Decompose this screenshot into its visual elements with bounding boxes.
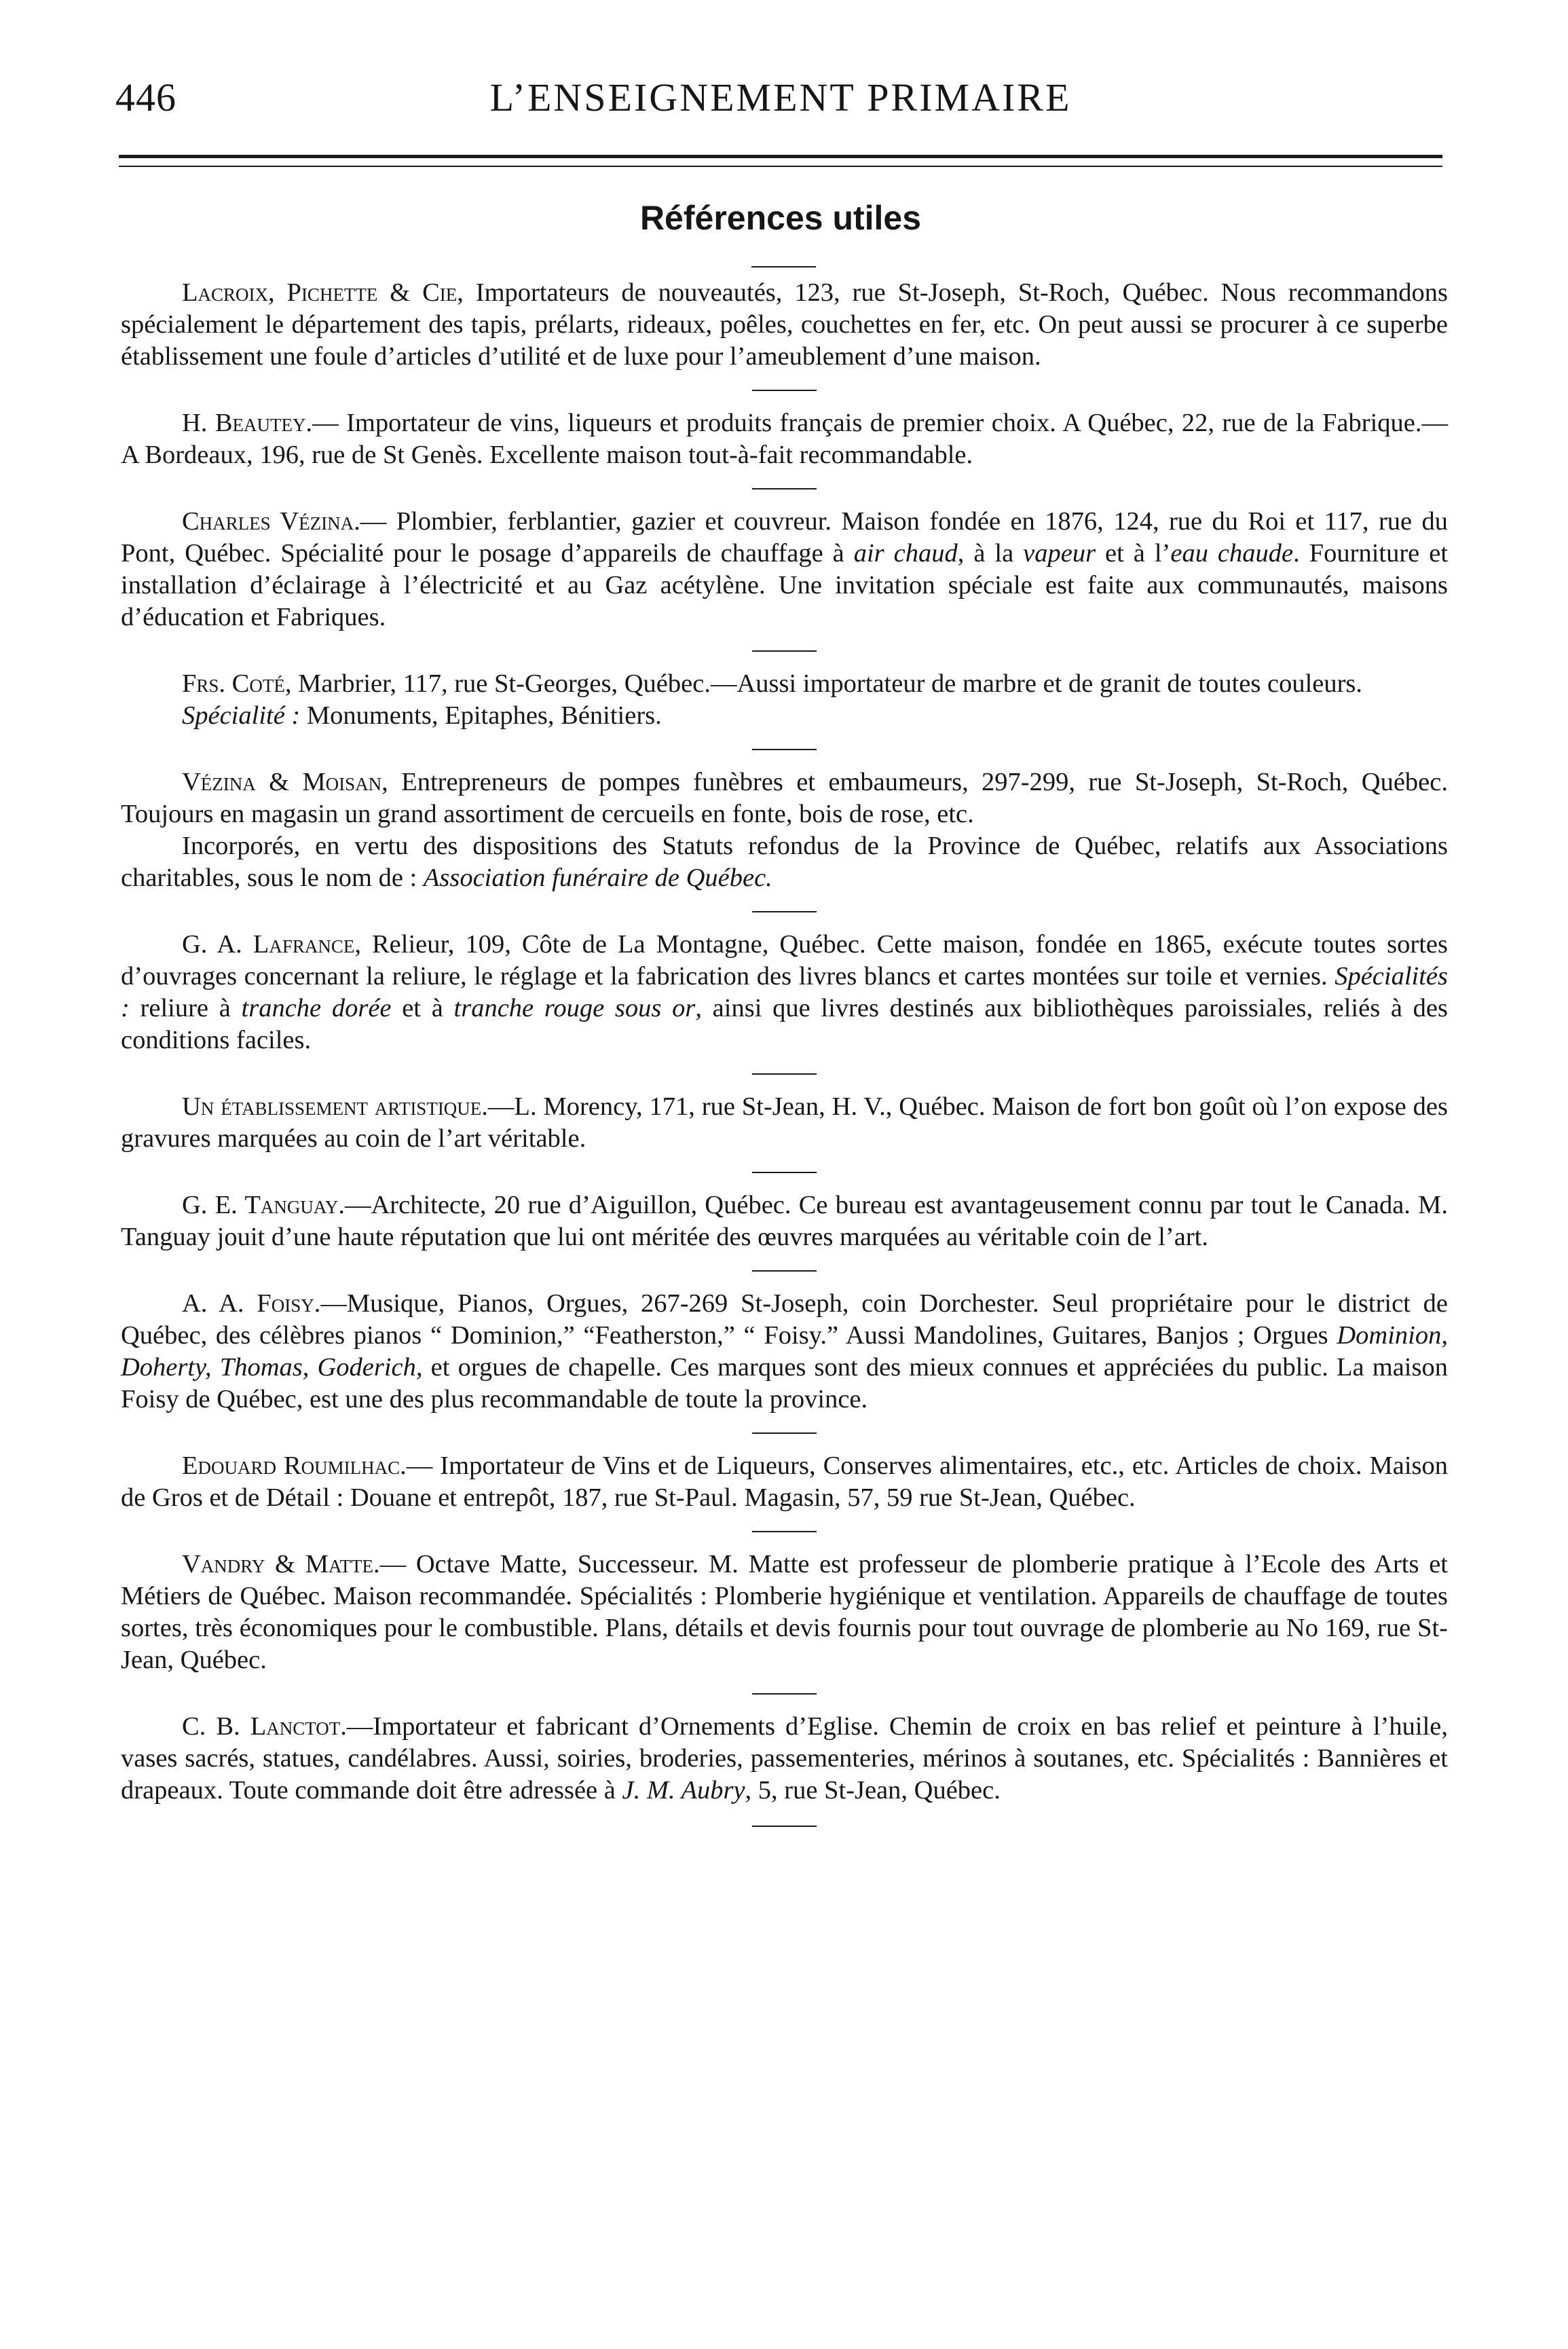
entry-text: —Importateur et fabricant d’Ornements d’Eglise. Chemin de croix en bas relief et peinture à l’huile, vases sacrés, statues, candélabres. Aussi, soiries, broderies, passementeries, mérinos à soutanes, etc. Spécialités : Bannières et drapeaux. Toute commande doit être adressée à: [121, 1712, 1448, 1805]
entry-text: , 5, rue St-Jean, Québec.: [745, 1776, 1001, 1805]
entry-divider: [752, 1172, 817, 1173]
running-title: L’ENSEIGNEMENT PRIMAIRE: [489, 75, 1072, 119]
specialty-label: Spécialités :: [121, 962, 1448, 1022]
entry-text: Incorporés, en vertu des dispositions des Statuts refondus de la Province de Québec, relatifs aux Associations charitables, sous le nom de :: [121, 832, 1448, 892]
header-rule-thin: [119, 166, 1442, 167]
running-header: [115, 75, 1446, 143]
entry-name: H. Beautey.: [182, 409, 313, 437]
entry-italic-text: air chaud: [853, 539, 958, 568]
entry-italic-text: Dominion, Doherty, Thomas, Goderich,: [121, 1321, 1448, 1382]
entry-text: , ainsi que livres destinés aux bibliothèques paroissiales, reliés à des conditions faciles.: [121, 994, 1449, 1054]
entry-text: — Importateur de vins, liqueurs et produits français de premier choix. A Québec, 22, rue de la Fabrique.— A Bordeaux, 196, rue de St Genès. Excellente maison tout-à-fait recommandable.: [121, 409, 1448, 469]
entry-divider: [752, 390, 817, 391]
header-rule-thick: [119, 155, 1442, 158]
entry-text: —Architecte, 20 rue d’Aiguillon, Québec. Ce bureau est avantageusement connu par tout le Canada. M. Tanguay jouit d’une haute réputation que lui ont méritée des œuvres marquées au véritable coin de l’art.: [121, 1191, 1449, 1251]
entry-text: reliure à: [129, 994, 242, 1022]
entry-lacroix-pichette: [121, 277, 1448, 373]
entry-text: —Musique, Pianos, Orgues, 267-269 St-Joseph, coin Dorchester. Seul propriétaire pour le district de Québec, des célèbres pianos “ Dominion,” “Featherston,” “ Foisy.” Aussi Mandolines, Guitares, Banjos ; Orgues: [121, 1289, 1448, 1350]
entry-italic-text: tranche dorée: [241, 994, 392, 1022]
entry-divider: [752, 650, 817, 652]
entry-name: Lacroix, Pichette & Cie,: [182, 278, 464, 307]
entry-divider: [752, 911, 817, 912]
entry-text: et à l’: [1096, 539, 1171, 568]
entry-tanguay: [121, 1189, 1448, 1253]
entry-italic-text: eau chaude: [1170, 539, 1294, 568]
entry-etablissement-artistique: [121, 1091, 1448, 1155]
entry-text: et à: [391, 994, 454, 1022]
entry-text: —L. Morency, 171, rue St-Jean, H. V., Québec. Maison de fort bon goût où l’on expose des gravures marquées au coin de l’art véritable.: [121, 1092, 1448, 1153]
entry-divider: [752, 749, 817, 750]
entry-text: Entrepreneurs de pompes funèbres et embaumeurs, 297-299, rue St-Joseph, St-Roch, Québec. Toujours en magasin un grand assortiment de cercueils en fonte, bois de rose, etc.: [121, 768, 1448, 828]
entry-text: — Octave Matte, Successeur. M. Matte est professeur de plomberie pratique à l’Ecole des Arts et Métiers de Québec. Maison recommandée. Spécialités : Plomberie hygiénique et ventilation. Appareils de chauffage de toutes sortes, très économiques pour le combustible. Plans, détails et devis fournis pour tout ouvrage de plomberie au No 169, rue St-Jean, Québec.: [121, 1550, 1448, 1674]
entry-lanctot: [121, 1711, 1448, 1807]
entry-italic-text: tranche rouge sous or: [453, 994, 696, 1022]
entry-text: — Importateur de Vins et de Liqueurs, Conserves alimentaires, etc., etc. Articles de choix. Maison de Gros et de Détail : Douane et entrepôt, 187, rue St-Paul. Magasin, 57, 59 rue St-Jean, Québec.: [121, 1451, 1448, 1512]
entry-vandry-matte: [121, 1549, 1448, 1676]
specialty-label: Spécialité :: [182, 701, 301, 730]
title-divider: [751, 266, 816, 267]
entry-divider: [752, 488, 817, 489]
specialty-text: Monuments, Epitaphes, Bénitiers.: [300, 701, 662, 730]
entry-name: Vézina & Moisan,: [182, 768, 388, 796]
entry-vezina-moisan: [121, 766, 1448, 894]
entry-divider: [752, 1531, 817, 1532]
association-name: Association funéraire de Québec.: [423, 864, 772, 892]
entry-text: — Plombier, ferblantier, gazier et couvreur. Maison fondée en 1876, 124, rue du Roi et 117, rue du Pont, Québec. Spécialité pour le posage d’appareils de chauffage à: [121, 507, 1448, 568]
entry-text: Marbrier, 117, rue St-Georges, Québec.—Aussi importateur de marbre et de granit de toutes couleurs.: [291, 669, 1363, 698]
entry-frs-cote: [121, 668, 1448, 732]
entry-divider: [752, 1073, 817, 1075]
entry-name: A. A. Foisy.: [182, 1289, 321, 1318]
entry-text: Importateurs de nouveautés, 123, rue St-Joseph, St-Roch, Québec. Nous recommandons spécialement le département des tapis, prélarts, rideaux, poêles, couchettes en fer, etc. On peut aussi se procurer à ce superbe établissement une foule d’articles d’utilité et de luxe pour l’ameublement d’une maison.: [121, 278, 1448, 371]
entry-text: , à la: [957, 539, 1024, 568]
entry-name: G. A. Lafrance,: [182, 930, 361, 959]
entry-name: Un établissement artistique.: [182, 1092, 488, 1121]
entry-lafrance: [121, 929, 1448, 1056]
entry-text: . Fourniture et installation d’éclairage à l’électricité et au Gaz acétylène. Une invitation spéciale est faite aux communautés, maisons d’éducation et Fabriques.: [121, 539, 1449, 631]
entry-text: et orgues de chapelle. Ces marques sont des mieux connues et appréciées du public. La maison Foisy de Québec, est une des plus recommandable de toute la province.: [121, 1353, 1448, 1413]
entry-divider: [752, 1432, 817, 1434]
entry-text: Relieur, 109, Côte de La Montagne, Québec. Cette maison, fondée en 1865, exécute toutes sortes d’ouvrages concernant la reliure, le réglage et la fabrication des livres blancs et cartes montées sur toile et vernies.: [121, 930, 1448, 991]
section-title: Références utiles: [639, 199, 922, 237]
entry-divider: [752, 1693, 817, 1695]
entry-name: Edouard Roumilhac.: [182, 1451, 407, 1480]
page-number: 446: [115, 75, 176, 119]
entry-name: Charles Vézina.: [182, 507, 360, 536]
end-divider: [752, 1826, 817, 1827]
entry-name: Vandry & Matte.: [182, 1550, 380, 1578]
entry-italic-text: vapeur: [1023, 539, 1096, 568]
entry-beautey: [121, 407, 1448, 471]
entry-name: Frs. Coté,: [182, 669, 292, 698]
entry-italic-text: J. M. Aubry: [622, 1776, 745, 1805]
entry-foisy: [121, 1288, 1448, 1416]
entry-name: G. E. Tanguay.: [182, 1191, 345, 1219]
entry-roumilhac: [121, 1450, 1448, 1514]
entry-name: C. B. Lanctot.: [182, 1712, 347, 1741]
references-list: [121, 277, 1448, 1843]
entry-divider: [752, 1270, 817, 1272]
entry-charles-vezina: [121, 506, 1448, 633]
